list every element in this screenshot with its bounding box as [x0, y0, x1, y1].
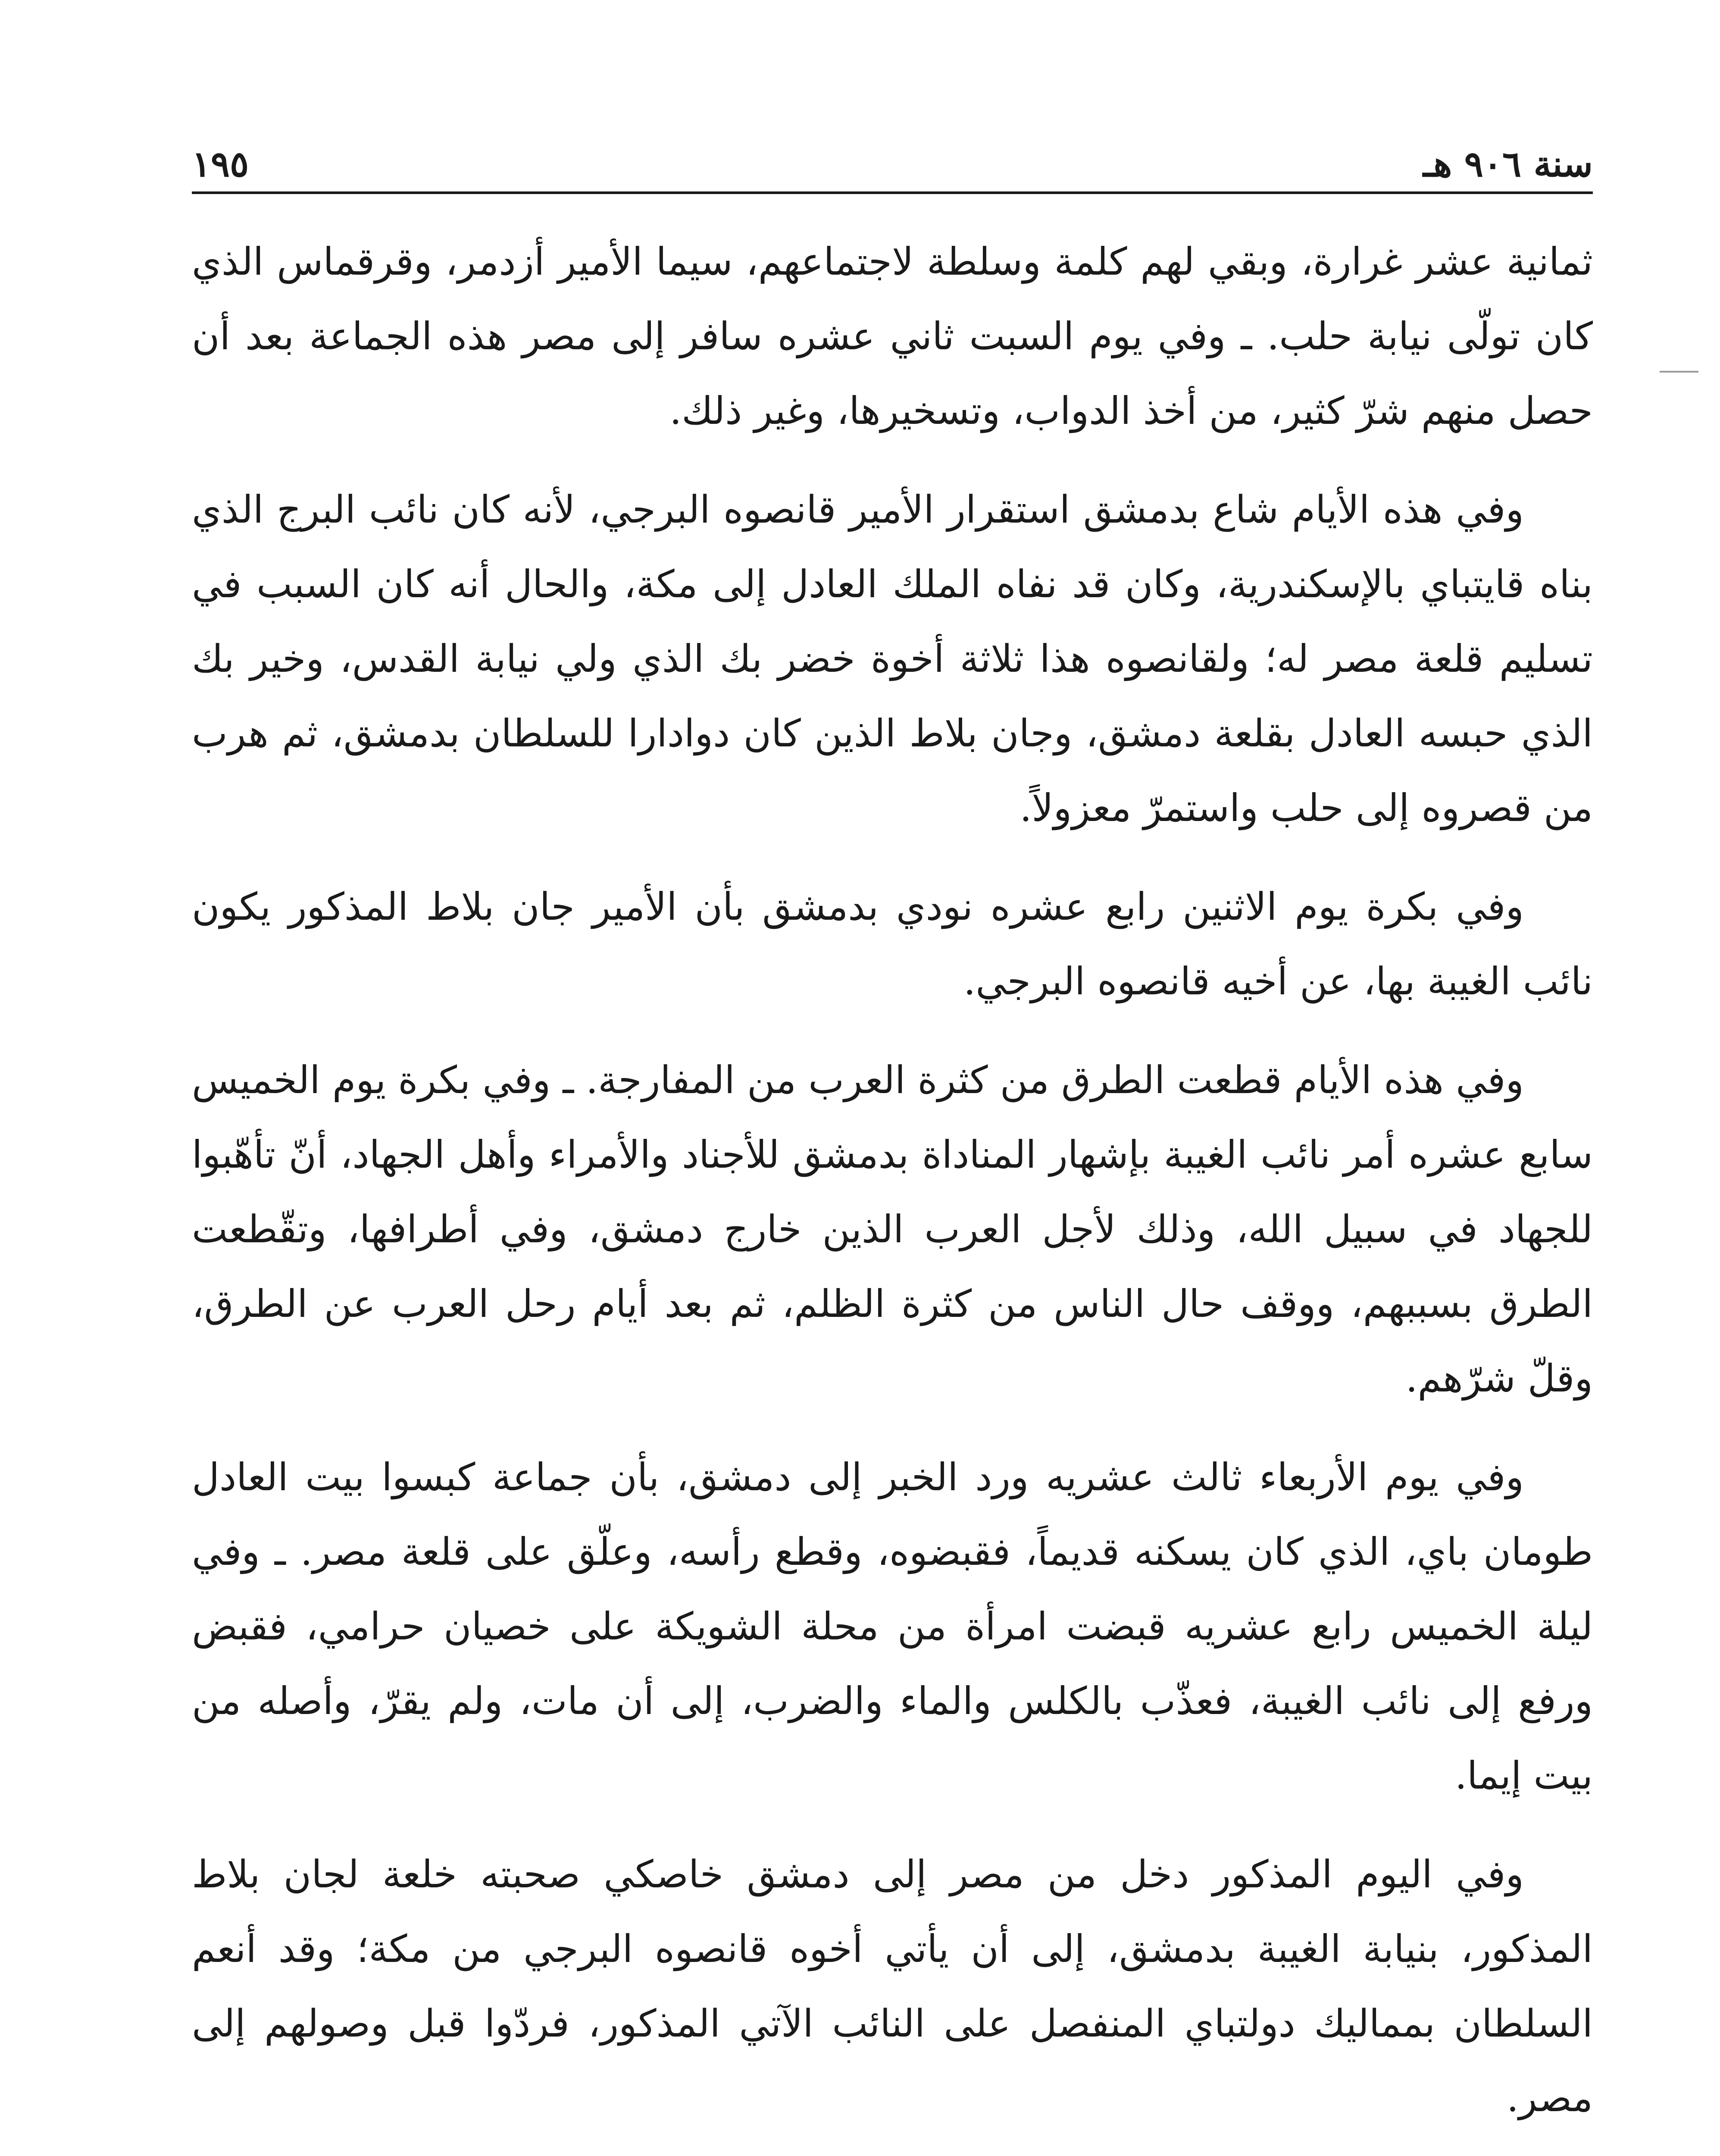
paragraph-2 — [192, 472, 1593, 845]
paragraph-text: وفي هذه الأيام شاع بدمشق استقرار الأمير قانصوه البرجي، لأنه كان نائب البرج الذي بناه قايتباي بالإسكندرية، وكان قد نفاه الملك العادل إلى مكة، والحال أنه كان السبب في تسليم قلعة مصر له؛ ولقانصوه هذا ثلاثة أخوة خضر بك الذي ولي نيابة القدس، وخير بك الذي حبسه العادل بقلعة دمشق، وجان بلاط الذين كان دوادارا للسلطان بدمشق، ثم هرب من قصروه إلى حلب واستمرّ معزولاً. — [192, 487, 1593, 830]
paragraph-6 — [192, 1837, 1593, 2135]
paragraph-text: وفي يوم الأربعاء ثالث عشريه ورد الخبر إلى دمشق، بأن جماعة كبسوا بيت العادل طومان باي، الذي كان يسكنه قديماً، فقبضوه، وقطع رأسه، وعلّق على قلعة مصر. ـ وفي ليلة الخميس رابع عشريه قبضت امرأة من محلة الشويكة على خصيان حرامي، فقبض ورفع إلى نائب الغيبة، فعذّب بالكلس والماء والضرب، إلى أن مات، ولم يقرّ، وأصله من بيت إيما. — [192, 1455, 1593, 1798]
page-header — [192, 129, 1593, 194]
paragraph-5 — [192, 1440, 1593, 1813]
body-text — [192, 224, 1593, 2156]
paragraph-text: وفي بكرة يوم الاثنين رابع عشره نودي بدمشق بأن الأمير جان بلاط المذكور يكون نائب الغيبة بها، عن أخيه قانصوه البرجي. — [192, 884, 1593, 1003]
paragraph-3 — [192, 869, 1593, 1018]
running-title: سنة ٩٠٦ هـ — [1423, 144, 1593, 185]
paragraph-text: ثمانية عشر غرارة، وبقي لهم كلمة وسلطة لاجتماعهم، سيما الأمير أزدمر، وقرقماس الذي كان تولّى نيابة حلب. ـ وفي يوم السبت ثاني عشره سافر إلى مصر هذه الجماعة بعد أن حصل منهم شرّ كثير، من أخذ الدواب، وتسخيرها، وغير ذلك. — [192, 239, 1593, 433]
margin-mark — [1660, 371, 1698, 373]
page-number: ١٩٥ — [192, 144, 249, 185]
paragraph-text: وفي هذه الأيام قطعت الطرق من كثرة العرب من المفارجة. ـ وفي بكرة يوم الخميس سابع عشره أمر نائب الغيبة بإشهار المناداة بدمشق للأجناد والأمراء وأهل الجهاد، أنّ تأهّبوا للجهاد في سبيل الله، وذلك لأجل العرب الذين خارج دمشق، وفي أطرافها، وتقّطعت الطرق بسببهم، ووقف حال الناس من كثرة الظلم، ثم بعد أيام رحل العرب عن الطرق، وقلّ شرّهم. — [192, 1058, 1593, 1401]
paragraph-text: وفي اليوم المذكور دخل من مصر إلى دمشق خاصكي صحبته خلعة لجان بلاط المذكور، بنيابة الغيبة بدمشق، إلى أن يأتي أخوه قانصوه البرجي من مكة؛ وقد أنعم السلطان بمماليك دولتباي المنفصل على النائب الآتي المذكور، فردّوا قبل وصولهم إلى مصر. — [192, 1852, 1593, 2120]
paragraph-1 — [192, 224, 1593, 448]
header-rule — [192, 191, 1593, 194]
paragraph-4 — [192, 1043, 1593, 1416]
